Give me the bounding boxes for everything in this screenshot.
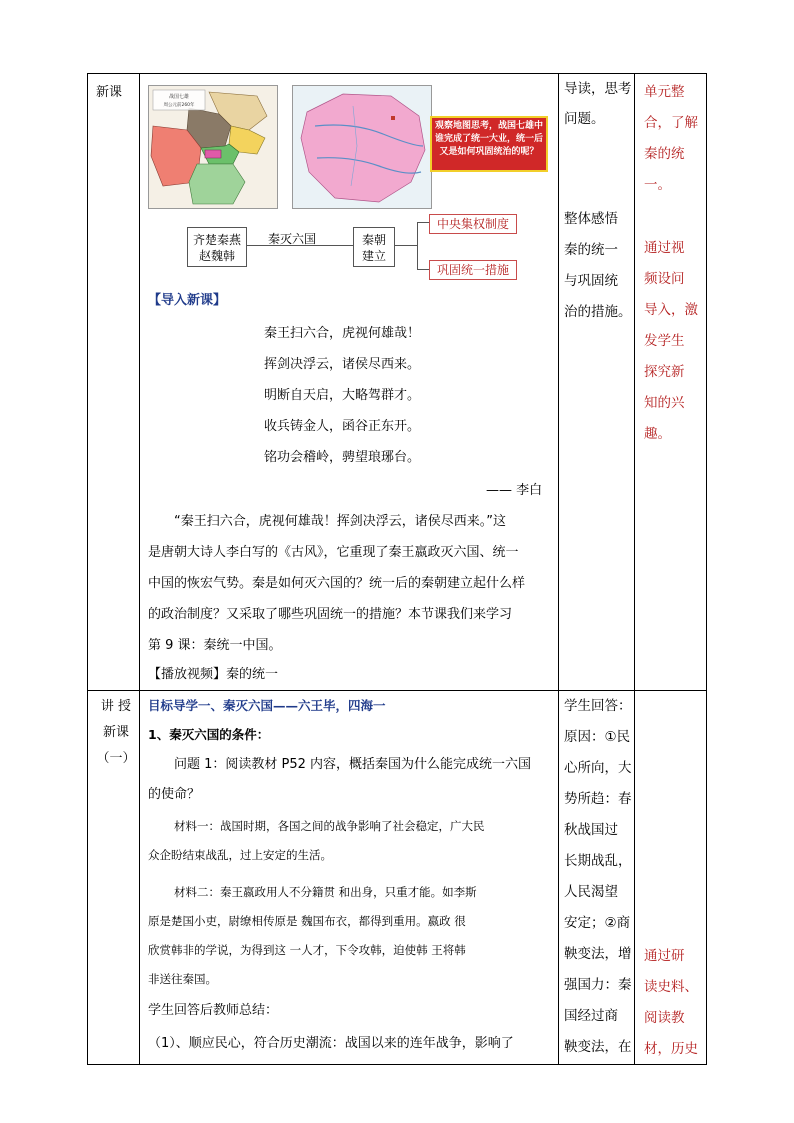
col-divider-1 — [139, 74, 140, 1064]
lesson-table — [87, 73, 707, 1065]
material-line: 欣赏韩非的学说，为得到这 一人才，下令攻韩，迫使韩 王将韩 — [148, 943, 466, 957]
diagram-branch-bottom: 巩固统一措施 — [429, 260, 517, 280]
section-label-line: （一） — [96, 751, 136, 766]
poem-line: 挥剑决浮云，诸侯尽西来。 — [264, 357, 421, 372]
row1-design-intent — [644, 77, 706, 450]
student-line: 问题。 — [564, 111, 605, 127]
material-line: 材料一：战国时期，各国之间的战争影响了社会稳定，广大民 — [174, 819, 485, 833]
student-line: 秦的统一 — [564, 242, 618, 258]
student-line: 导读，思考 — [564, 81, 632, 97]
question-line: 问题 1：阅读教材 P52 内容，概括秦国为什么能完成统一六国 — [174, 757, 532, 772]
intent-line: 导入，激 — [644, 302, 698, 318]
qin-unified-map-icon — [293, 86, 431, 208]
student-line: 鞅变法，增 — [564, 946, 632, 962]
diagram-connector-2 — [395, 245, 417, 246]
diagram-states-line2: 赵魏韩 — [198, 249, 235, 263]
diagram-states-box — [187, 227, 247, 267]
col-divider-2 — [558, 74, 559, 1064]
row2-student-activity — [564, 691, 634, 1063]
intent-line: 秦的统 — [644, 146, 685, 162]
poem-line: 明断自天启，大略驾群才。 — [264, 388, 421, 403]
map-question-callout: 观察地图思考，战国七雄中谁完成了统一大业，统一后又是如何巩固统治的呢？ — [430, 116, 548, 172]
intent-line: 阅读教 — [644, 1010, 685, 1026]
diagram-states-line1: 齐楚秦燕 — [192, 233, 241, 247]
intent-line: 合，了解 — [644, 115, 698, 131]
poem-line: 铭功会稽岭，骋望琅琊台。 — [264, 450, 421, 465]
intent-line: 发学生 — [644, 333, 685, 349]
diagram-branch-top: 中央集权制度 — [429, 214, 517, 234]
student-line: 强国力：秦 — [564, 977, 632, 993]
student-line — [564, 164, 632, 194]
diagram-bracket-bottom — [417, 269, 429, 270]
material-block — [148, 812, 553, 994]
student-line: 治的措施。 — [564, 304, 632, 320]
map-caption-line1: 战国七雄 — [168, 94, 190, 100]
material-line: 原是楚国小吏，尉缭相传原是 魏国布衣，都得到重用。嬴政 很 — [148, 914, 466, 928]
intent-line: 一。 — [644, 177, 671, 193]
paragraph-line: 中国的恢宏气势。秦是如何灭六国的？统一后的秦朝建立起什么样 — [148, 576, 526, 591]
diagram-bracket-top — [417, 222, 429, 223]
question-block — [148, 750, 553, 810]
question-line: 的使命？ — [148, 787, 201, 802]
student-line: 鞅变法，在 — [564, 1039, 632, 1055]
material-line: 材料二：秦王嬴政用人不分籍贯 和出身，只重才能。如李斯 — [174, 885, 477, 899]
student-line — [564, 134, 632, 164]
diagram-bracket — [417, 222, 418, 269]
student-line: 原因：①民 — [564, 729, 631, 745]
intent-line: 读史料、 — [644, 979, 698, 995]
intent-line: 单元整 — [644, 84, 685, 100]
intent-line: 趣。 — [644, 426, 671, 442]
diagram-arrow-label: 秦灭六国 — [268, 232, 317, 246]
intent-line: 通过研 — [644, 948, 685, 964]
material-line: 非送往秦国。 — [148, 972, 217, 986]
student-line: 势所趋：春 — [564, 791, 632, 807]
poem-line: 收兵铸金人，函谷正东开。 — [264, 419, 421, 434]
qin-unified-map — [292, 85, 432, 209]
map-caption-line2: 周公元前260年 — [163, 103, 195, 108]
intent-line: 材，历史 — [644, 1041, 698, 1057]
paragraph-line: 的政治制度？又采取了哪些巩固统一的措施？本节课我们来学习 — [148, 607, 513, 622]
student-line: 与巩固统 — [564, 273, 618, 289]
student-line: 学生回答： — [564, 698, 632, 714]
intro-heading: 【导入新课】 — [148, 293, 227, 308]
intent-line — [644, 201, 706, 233]
paragraph-line: “秦王扫六合，虎视何雄哉！挥剑决浮云，诸侯尽西来。”这 — [174, 514, 506, 529]
intent-line: 通过视 — [644, 240, 685, 256]
material-line: 众企盼结束战乱，过上安定的生活。 — [148, 848, 332, 862]
row2-design-intent — [644, 941, 706, 1065]
student-line: 长期战乱， — [564, 853, 632, 869]
poem-author: —— 李白 — [486, 483, 543, 498]
poem-line: 秦王扫六合，虎视何雄哉！ — [264, 326, 421, 341]
row1-student-activity — [564, 74, 632, 328]
section-label-lecture — [94, 694, 138, 772]
video-line: 【播放视频】秦的统一 — [148, 667, 279, 682]
section-label-line: 讲 授 — [100, 699, 132, 714]
paragraph-line: 第 9 课：秦统一中国。 — [148, 638, 282, 653]
student-line: 心所向，大 — [564, 760, 632, 776]
intent-line: 探究新 — [644, 364, 685, 380]
intent-line: 知的兴 — [644, 395, 685, 411]
student-line: 国经过商 — [564, 1008, 618, 1024]
diagram-qin-line1: 秦朝 — [361, 233, 386, 247]
student-line: 秋战国过 — [564, 822, 618, 838]
sub-title: 1、秦灭六国的条件： — [148, 727, 270, 742]
col-divider-3 — [634, 74, 635, 1064]
diagram-qin-line2: 建立 — [361, 249, 386, 263]
paragraph-line: 是唐朝大诗人李白写的《古风》，它重现了秦王嬴政灭六国、统一 — [148, 545, 519, 560]
student-line: 安定；②商 — [564, 915, 631, 931]
goal-title: 目标导学一、秦灭六国——六王毕，四海一 — [148, 698, 386, 713]
intro-paragraph — [148, 506, 553, 661]
student-line: 整体感悟 — [564, 211, 618, 227]
student-line: 人民渴望 — [564, 884, 618, 900]
student-line — [564, 194, 632, 204]
intent-line: 频设问 — [644, 271, 685, 287]
summary-label: 学生回答后教师总结： — [148, 1003, 279, 1018]
summary-line: （1）、顺应民心，符合历史潮流：战国以来的连年战争，影响了 — [148, 1036, 514, 1051]
diagram-qin-box — [353, 227, 395, 267]
section-label-new-lesson: 新课 — [96, 85, 123, 100]
poem — [264, 318, 420, 473]
section-label-line: 新课 — [102, 725, 129, 740]
warring-states-map — [148, 85, 278, 209]
warring-states-map-icon — [149, 86, 277, 208]
